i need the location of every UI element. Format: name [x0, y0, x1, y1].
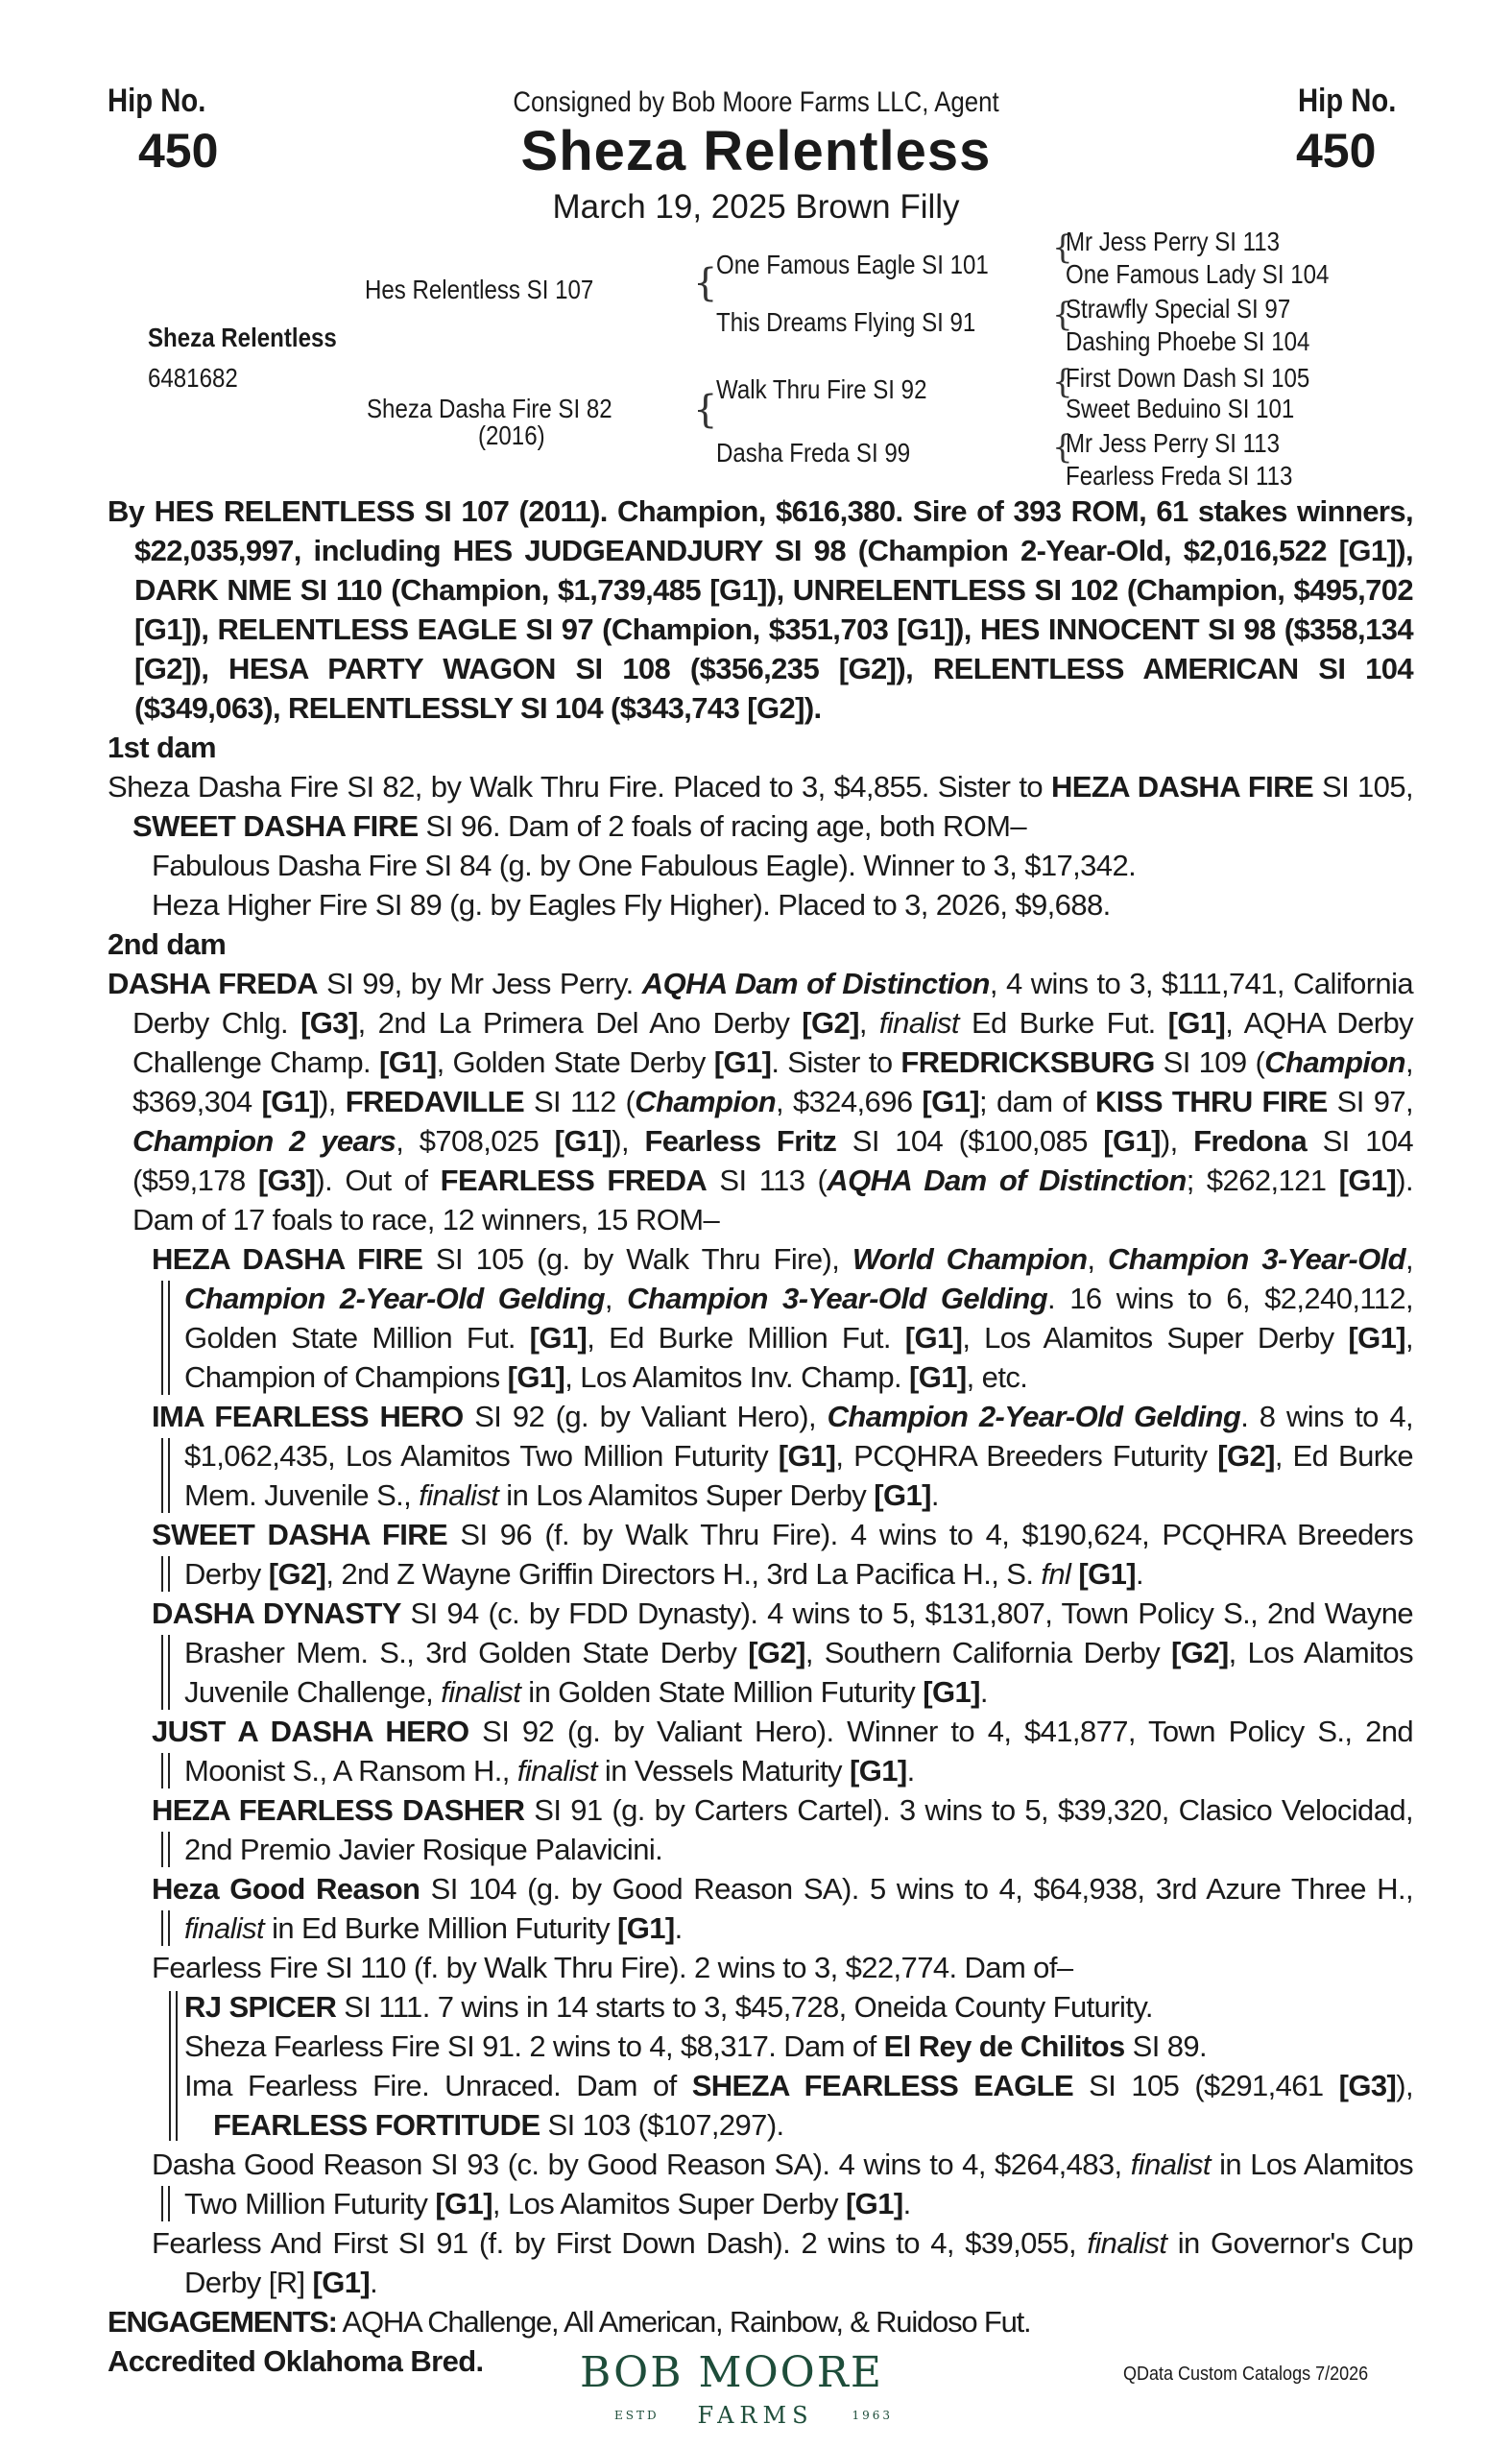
logo-est: ESTD — [614, 2409, 660, 2422]
indent-bar — [161, 2186, 170, 2221]
indent-bar — [161, 1438, 170, 1513]
produce-entry: HEZA FEARLESS DASHER SI 91 (g. by Carters Cartel). 3 wins to 5, $39,320, Clasico Velocidad, 2nd Premio Javier Rosique Palavicini. — [152, 1793, 1413, 1866]
brace-glyph: { — [693, 388, 718, 432]
foaling-date-sex: March 19, 2025 Brown Filly — [552, 188, 960, 226]
brace-glyph: { — [1052, 228, 1073, 267]
produce-entry: Fearless Fire SI 110 (f. by Walk Thru Fire). 2 wins to 3, $22,774. Dam of– — [152, 1951, 1073, 1984]
pedigree-g3-3: Strawfly Special SI 97 — [1066, 294, 1291, 324]
sub-produce-entry: Ima Fearless Fire. Unraced. Dam of SHEZA FEARLESS EAGLE SI 105 ($291,461 [G3]), FEARLESS FORTITUDE SI 103 ($107,297). — [184, 2069, 1413, 2142]
hip-label-right: Hip No. — [1298, 83, 1397, 119]
horse-name-title: Sheza Relentless — [520, 120, 992, 182]
bob-moore-farms-logo: BOB MOORE — [580, 2348, 883, 2397]
brace-glyph: { — [1052, 363, 1073, 401]
indent-bar — [169, 1991, 178, 2141]
brace-glyph: { — [1052, 296, 1073, 334]
first-dam-paragraph: Sheza Dasha Fire SI 82, by Walk Thru Fire. Placed to 3, $4,855. Sister to HEZA DASHA FIRE SI 105, SWEET DASHA FIRE SI 96. Dam of 2 foals of racing age, both ROM– — [108, 770, 1413, 843]
catalog-page-body — [108, 492, 1413, 2381]
hip-label-left: Hip No. — [108, 83, 206, 119]
consignor-line: Consigned by Bob Moore Farms LLC, Agent — [513, 86, 999, 118]
produce-entry: SWEET DASHA FIRE SI 96 (f. by Walk Thru Fire). 4 wins to 4, $190,624, PCQHRA Breeders Derby [G2], 2nd Z Wayne Griffin Directors H., 3rd La Pacifica H., S. fnl [G1]. — [152, 1518, 1413, 1591]
pedigree-sire: Hes Relentless SI 107 — [365, 275, 594, 304]
footer-credit: QData Custom Catalogs 7/2026 — [1123, 2364, 1369, 2385]
first-dam-foal: Fabulous Dasha Fire SI 84 (g. by One Fabulous Eagle). Winner to 3, $17,342. — [152, 849, 1137, 882]
produce-entry: HEZA DASHA FIRE SI 105 (g. by Walk Thru Fire), World Champion, Champion 3-Year-Old, Champion 2-Year-Old Gelding, Champion 3-Year-Old Gelding. 16 wins to 6, $2,240,112, Golden State Million Fut. [G1], Ed Burke Million Fut. [G1], Los Alamitos Super Derby [G1], Champion of Champions [G1], Los Alamitos Inv. Champ. [G1], etc. — [152, 1242, 1414, 1394]
pedigree-g3-6: Sweet Beduino SI 101 — [1066, 394, 1295, 423]
pedigree-g3-8: Fearless Freda SI 113 — [1066, 461, 1293, 491]
accredited-line: Accredited Oklahoma Bred. — [108, 2344, 484, 2378]
pedigree-dam-year: (2016) — [478, 420, 545, 450]
indent-bar — [161, 1753, 170, 1788]
indent-bar — [161, 1832, 170, 1867]
first-dam-foal: Heza Higher Fire SI 89 (g. by Eagles Fly Higher). Placed to 3, 2026, $9,688. — [152, 888, 1111, 922]
pedigree-sire-dam: This Dreams Flying SI 91 — [716, 307, 976, 337]
indent-bar — [161, 1635, 170, 1710]
produce-entry: Fearless And First SI 91 (f. by First Down Dash). 2 wins to 4, $39,055, finalist in Governor's Cup Derby [R] [G1]. — [152, 2226, 1413, 2299]
sub-produce-group — [184, 1987, 1413, 2145]
pedigree-sire-sire: One Famous Eagle SI 101 — [716, 250, 989, 279]
logo-year: 1963 — [852, 2409, 893, 2422]
pedigree-dam-dam: Dasha Freda SI 99 — [716, 438, 911, 468]
pedigree-dam: Sheza Dasha Fire SI 82 — [367, 394, 612, 423]
produce-entry: Dasha Good Reason SI 93 (c. by Good Reason SA). 4 wins to 4, $264,483, finalist in Los Alamitos Two Million Futurity [G1], Los Alamitos Super Derby [G1]. — [152, 2148, 1414, 2220]
pedigree-subject: Sheza Relentless — [148, 323, 337, 352]
pedigree-g3-2: One Famous Lady SI 104 — [1066, 259, 1330, 289]
pedigree-g3-4: Dashing Phoebe SI 104 — [1066, 326, 1310, 356]
sub-produce-entry: Sheza Fearless Fire SI 91. 2 wins to 4, $8,317. Dam of El Rey de Chilitos SI 89. — [184, 2029, 1208, 2063]
logo-farms: FARMS — [697, 2402, 814, 2429]
indent-bar — [161, 1556, 170, 1592]
first-dam-heading: 1st dam — [108, 731, 216, 764]
pedigree-g3-1: Mr Jess Perry SI 113 — [1066, 227, 1281, 256]
produce-entry: JUST A DASHA HERO SI 92 (g. by Valiant Hero). Winner to 4, $41,877, Town Policy S., 2nd Moonist S., A Ransom H., finalist in Vessels Maturity [G1]. — [152, 1715, 1413, 1788]
second-dam-heading: 2nd dam — [108, 927, 227, 961]
hip-number-right: 450 — [1296, 124, 1377, 178]
pedigree-g3-5: First Down Dash SI 105 — [1066, 363, 1310, 393]
pedigree-g3-7: Mr Jess Perry SI 113 — [1066, 428, 1281, 458]
produce-entry: IMA FEARLESS HERO SI 92 (g. by Valiant Hero), Champion 2-Year-Old Gelding. 8 wins to 4, $1,062,435, Los Alamitos Two Million Futurity [G1], PCQHRA Breeders Futurity [G2], Ed Burke Mem. Juvenile S., finalist in Los Alamitos Super Derby [G1]. — [152, 1400, 1413, 1512]
indent-bar — [161, 1281, 170, 1395]
sire-paragraph: By HES RELENTLESS SI 107 (2011). Champion, $616,380. Sire of 393 ROM, 61 stakes winners, $22,035,997, including HES JUDGEANDJURY SI 98 (Champion 2-Year-Old, $2,016,522 [G1]), DARK NME SI 110 (Champion, $1,739,485 [G1]), UNRELENTLESS SI 102 (Champion, $495,702 [G1]), RELENTLESS EAGLE SI 97 (Champion, $351,703 [G1]), HES INNOCENT SI 98 ($358,134 [G2]), HESA PARTY WAGON SI 108 ($356,235 [G2]), RELENTLESS AMERICAN SI 104 ($349,063), RELENTLESSLY SI 104 ($343,743 [G2]). — [108, 494, 1413, 725]
indent-bar — [161, 1910, 170, 1946]
hip-number-left: 450 — [138, 124, 219, 178]
second-dam-paragraph: DASHA FREDA SI 99, by Mr Jess Perry. AQHA Dam of Distinction, 4 wins to 3, $111,741, California Derby Chlg. [G3], 2nd La Primera Del Ano Derby [G2], finalist Ed Burke Fut. [G1], AQHA Derby Challenge Champ. [G1], Golden State Derby [G1]. Sister to FREDRICKSBURG SI 109 (Champion, $369,304 [G1]), FREDAVILLE SI 112 (Champion, $324,696 [G1]; dam of KISS THRU FIRE SI 97, Champion 2 years, $708,025 [G1]), Fearless Fritz SI 104 ($100,085 [G1]), Fredona SI 104 ($59,178 [G3]). Out of FEARLESS FREDA SI 113 (AQHA Dam of Distinction; $262,121 [G1]). Dam of 17 foals to race, 12 winners, 15 ROM– — [108, 967, 1414, 1236]
produce-entry: DASHA DYNASTY SI 94 (c. by FDD Dynasty). 4 wins to 5, $131,807, Town Policy S., 2nd Wayne Brasher Mem. S., 3rd Golden State Derby [G2], Southern California Derby [G2], Los Alamitos Juvenile Challenge, finalist in Golden State Million Futurity [G1]. — [152, 1596, 1413, 1709]
pedigree-reg-no: 6481682 — [148, 363, 238, 393]
pedigree-dam-sire: Walk Thru Fire SI 92 — [716, 374, 927, 404]
engagements-line: ENGAGEMENTS: AQHA Challenge, All American, Rainbow, & Ruidoso Fut. — [108, 2305, 1031, 2339]
sub-produce-entry: RJ SPICER SI 111. 7 wins in 14 starts to 3, $45,728, Oneida County Futurity. — [184, 1990, 1153, 2024]
produce-entry: Heza Good Reason SI 104 (g. by Good Reason SA). 5 wins to 4, $64,938, 3rd Azure Three H., finalist in Ed Burke Million Futurity [G1]. — [152, 1872, 1413, 1945]
logo-subline — [614, 2402, 893, 2429]
brace-glyph: { — [1052, 428, 1073, 467]
brace-glyph: { — [693, 261, 718, 305]
